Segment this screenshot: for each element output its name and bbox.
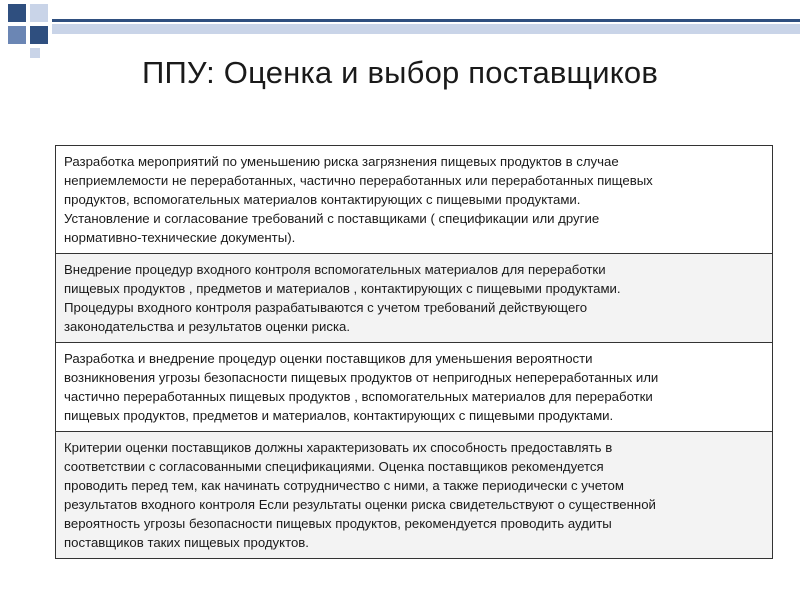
cell-text: Критерии оценки поставщиков должны характеризовать их способность предоставлять в соответствии с согласованными спецификациями. Оценка поставщиков рекомендуется проводить перед тем, как начинать сотрудничество с ними, а также периодически с учетом результатов входного контроля Если результаты оценки риска свидетельствуют о существенной вероятность угрозы безопасности пищевых продуктов, рекомендуется проводить аудиты поставщиков таких пищевых продуктов. [64, 440, 656, 550]
table-row [56, 146, 773, 254]
table-row [56, 254, 773, 343]
decor-square [8, 26, 26, 44]
table-row [56, 343, 773, 432]
table-cell [56, 432, 773, 559]
cell-text: Внедрение процедур входного контроля вспомогательных материалов для переработки пищевых продуктов , предметов и материалов , контактирующих с пищевыми продуктами. Процедуры входного контроля разрабатываются с учетом требований действующего законодательства и результатов оценки риска. [64, 262, 621, 334]
table-row [56, 432, 773, 559]
content-table [55, 145, 773, 559]
title-line-light [52, 24, 800, 34]
table-cell [56, 343, 773, 432]
cell-text: Разработка и внедрение процедур оценки поставщиков для уменьшения вероятности возникновения угрозы безопасности пищевых продуктов от непригодных непереработанных или частично переработанных пищевых продуктов , вспомогательных материалов для переработки пищевых продуктов, предметов и материалов, контактирующих с пищевыми продуктами. [64, 351, 659, 423]
corner-decoration [0, 0, 800, 60]
table-cell [56, 254, 773, 343]
decor-square [8, 4, 26, 22]
table-cell [56, 146, 773, 254]
cell-text: Разработка мероприятий по уменьшению риска загрязнения пищевых продуктов в случае неприемлемости не переработанных, частично переработанных или переработанных пищевых продуктов, вспомогательных материалов контактирующих с пищевыми продуктами. Установление и согласование требований с поставщиками ( спецификации или другие нормативно-технические документы). [64, 154, 653, 245]
slide-title: ППУ: Оценка и выбор поставщиков [141, 55, 659, 90]
decor-square [30, 26, 48, 44]
decor-square [30, 4, 48, 22]
title-line [52, 19, 800, 22]
